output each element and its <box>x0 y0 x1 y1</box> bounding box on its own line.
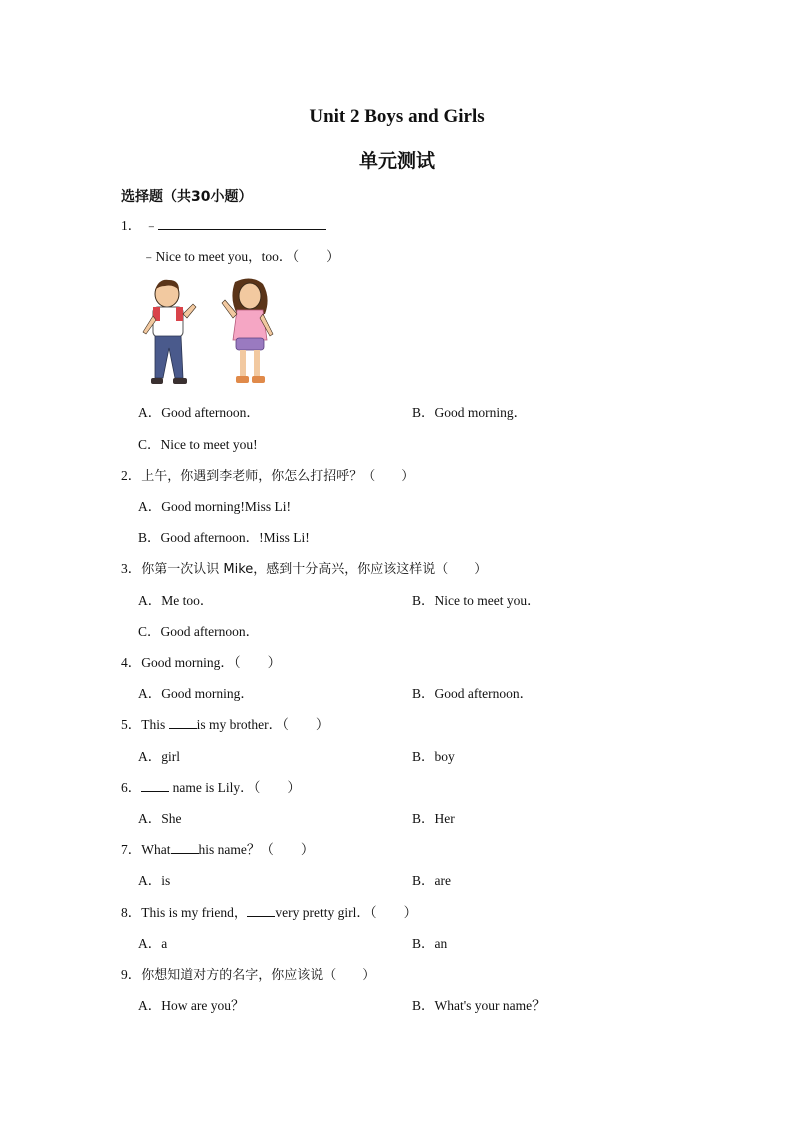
question-6 <box>121 779 301 797</box>
question-6-option-b[interactable]: B．Her <box>412 811 455 826</box>
question-3 <box>121 560 487 579</box>
question-text-after: name is Lily．（ ） <box>169 780 301 795</box>
question-7-option-b[interactable]: B．are <box>412 873 451 888</box>
question-2 <box>121 467 414 486</box>
question-text-after: very pretty girl．（ ） <box>275 905 418 920</box>
question-text-after: his name？（ ） <box>198 842 315 857</box>
question-1-option-b[interactable]: B．Good morning． <box>412 405 528 420</box>
dialogue-dash: ﹣ <box>144 218 159 233</box>
question-6-option-a[interactable]: A．She <box>138 811 182 826</box>
question-number: 2． <box>121 468 142 483</box>
question-text-after: is my brother．（ ） <box>196 717 330 732</box>
question-number: 8． <box>121 905 142 920</box>
answer-blank <box>169 716 197 729</box>
question-9-option-b[interactable]: B．What's your name？ <box>412 998 546 1013</box>
question-8-option-a[interactable]: A．a <box>138 936 168 951</box>
question-3-option-b[interactable]: B．Nice to meet you． <box>412 593 541 608</box>
question-8-option-b[interactable]: B．an <box>412 936 448 951</box>
boy-figure <box>143 280 196 384</box>
question-text: 你第一次认识 Mike，感到十分高兴，你应该这样说（ ） <box>141 562 488 577</box>
page-title: Unit 2 Boys and Girls <box>309 106 485 127</box>
question-text: Good morning．（ ） <box>141 655 282 670</box>
question-text-before: This is my friend， <box>141 905 248 920</box>
question-4 <box>121 654 281 672</box>
question-3-option-a[interactable]: A．Me too． <box>138 593 214 608</box>
question-text-before: What <box>141 842 171 857</box>
question-number: 9． <box>121 967 142 982</box>
question-4-option-b[interactable]: B．Good afternoon． <box>412 686 534 701</box>
answer-blank <box>171 841 199 854</box>
question-1-option-a[interactable]: A．Good afternoon． <box>138 405 260 420</box>
question-3-option-c[interactable]: C．Good afternoon． <box>138 624 260 639</box>
section-heading: 选择题（共30小题） <box>121 189 253 205</box>
question-7-option-a[interactable]: A．is <box>138 873 171 888</box>
question-2-option-b[interactable]: B．Good afternoon．!Miss Li! <box>138 530 310 545</box>
question-number: 6． <box>121 780 142 795</box>
answer-blank <box>158 217 326 230</box>
question-number: 5． <box>121 717 142 732</box>
question-5-option-b[interactable]: B．boy <box>412 749 455 764</box>
question-4-option-a[interactable]: A．Good morning． <box>138 686 254 701</box>
question-number: 4． <box>121 655 142 670</box>
question-text-before: This <box>141 717 169 732</box>
question-5 <box>121 716 329 734</box>
question-1-response: ﹣Nice to meet you，too．（ ） <box>142 249 340 264</box>
question-7 <box>121 841 314 859</box>
girl-figure <box>222 278 273 383</box>
question-9 <box>121 966 375 985</box>
answer-blank <box>247 904 275 917</box>
page-subtitle: 单元测试 <box>358 150 435 172</box>
question-text: 上午，你遇到李老师，你怎么打招呼？（ ） <box>141 469 415 484</box>
question-number: 7． <box>121 842 142 857</box>
question-text: 你想知道对方的名字，你应该说（ ） <box>141 968 376 983</box>
boy-girl-greeting-illustration <box>133 274 293 394</box>
question-1 <box>121 217 326 235</box>
question-number: 1． <box>121 218 142 233</box>
question-8 <box>121 904 417 922</box>
question-1-option-c[interactable]: C．Nice to meet you! <box>138 437 258 452</box>
question-9-option-a[interactable]: A．How are you？ <box>138 998 245 1013</box>
question-5-option-a[interactable]: A．girl <box>138 749 180 764</box>
question-number: 3． <box>121 561 142 576</box>
question-2-option-a[interactable]: A．Good morning!Miss Li! <box>138 499 291 514</box>
answer-blank <box>141 779 169 792</box>
